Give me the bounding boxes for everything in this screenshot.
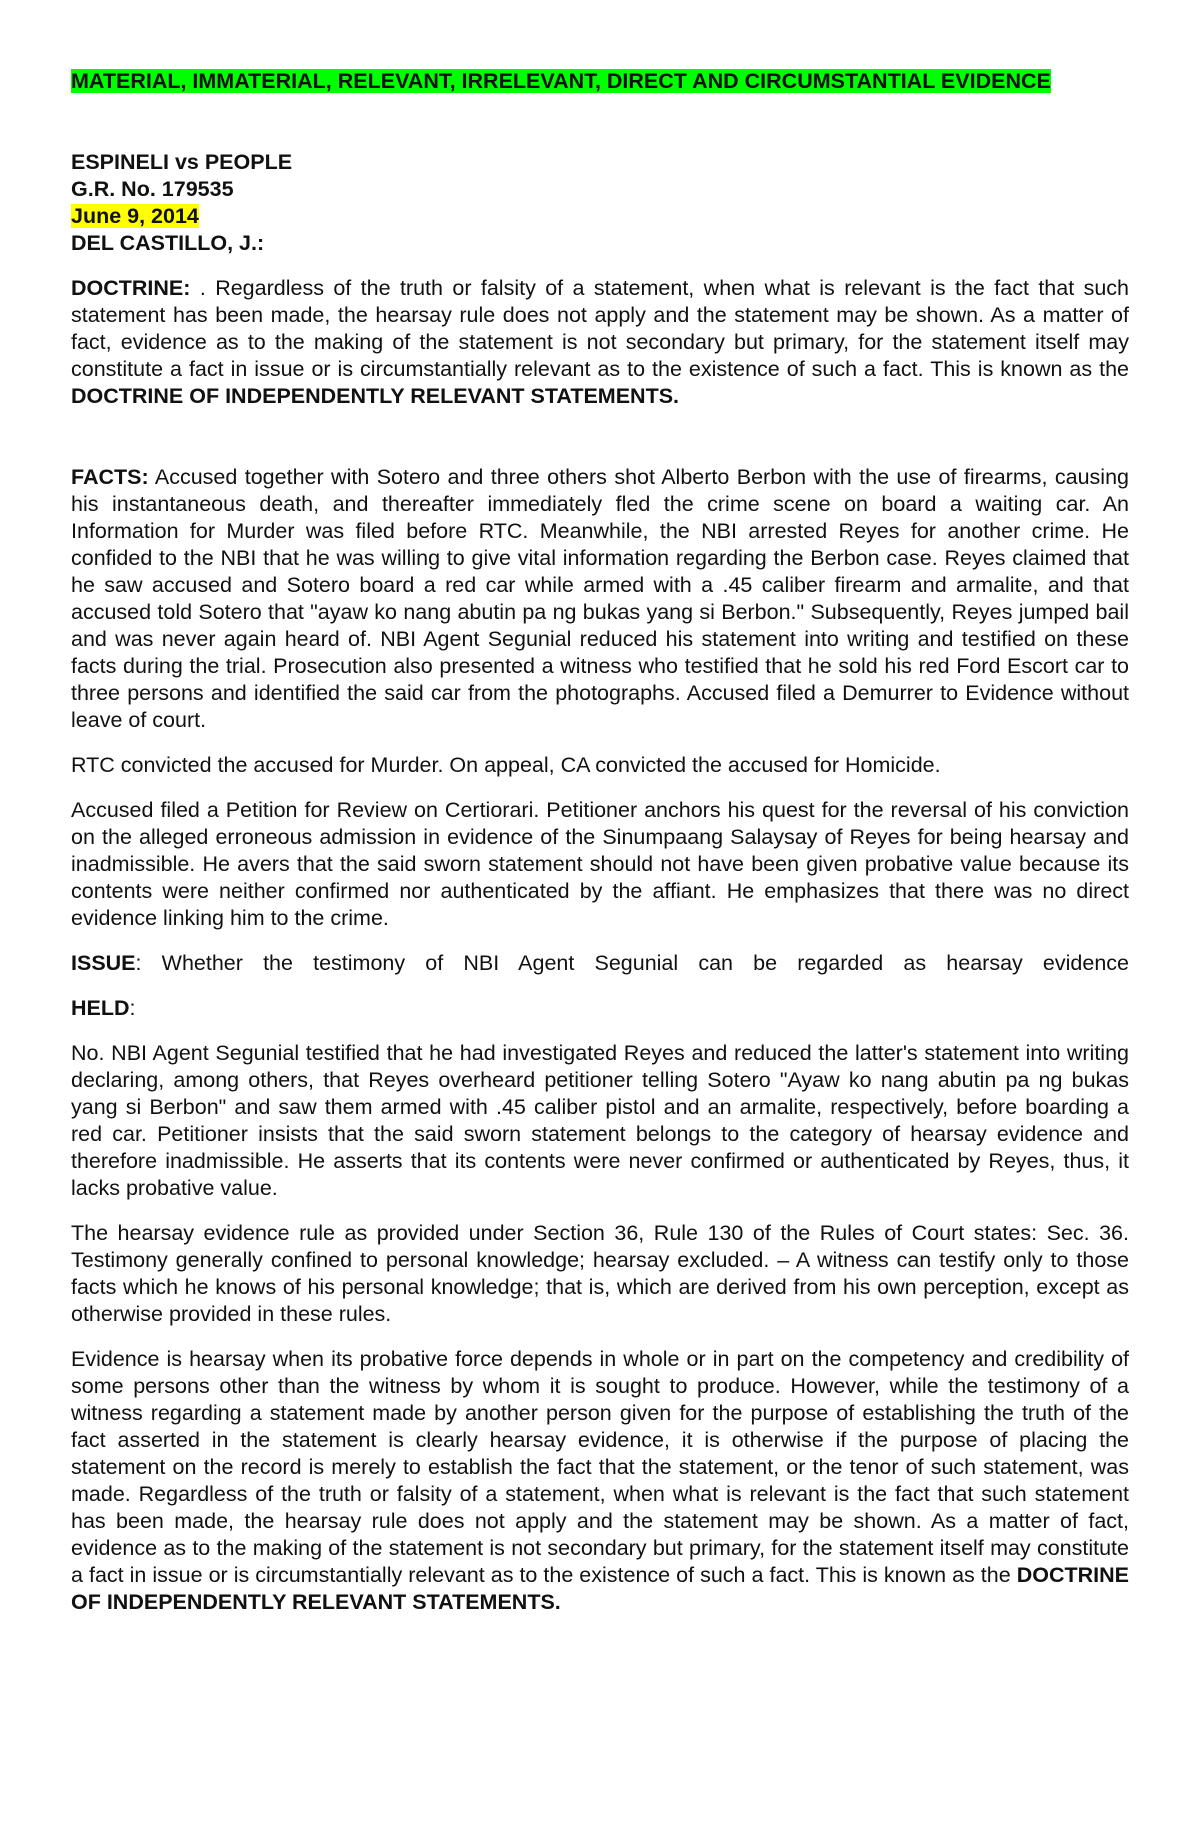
facts-paragraph-1 <box>71 464 1129 734</box>
doctrine-section <box>71 275 1129 410</box>
case-ponente: DEL CASTILLO, J.: <box>71 231 265 255</box>
doctrine-bold-tail: DOCTRINE OF INDEPENDENTLY RELEVANT STATEMENTS. <box>71 384 680 408</box>
document-page <box>71 68 1129 1616</box>
case-caption <box>71 149 1129 257</box>
facts-label: FACTS: <box>71 465 149 489</box>
case-date: June 9, 2014 <box>71 204 199 228</box>
issue-section <box>71 950 1129 977</box>
held-label: HELD <box>71 996 130 1020</box>
held-text-3: Evidence is hearsay when its probative force depends in whole or in part on the competency and credibility of some persons other than the witness by whom it is sought to produce. However, while the testimony of a witness regarding a statement made by another person given for the purpose of establishing the truth of the fact asserted in the statement is clearly hearsay evidence, it is otherwise if the purpose of placing the statement on the record is merely to establish the fact that the statement, or the tenor of such statement, was made. Regardless of the truth or falsity of a statement, when what is relevant is the fact that such statement has been made, the hearsay rule does not apply and the statement may be shown. As a matter of fact, evidence as to the making of the statement is not secondary but primary, for the statement itself may constitute a fact in issue or is circumstantially relevant as to the existence of such a fact. This is known as the <box>71 1347 1129 1587</box>
held-colon: : <box>129 996 136 1020</box>
document-title <box>71 68 1129 95</box>
held-heading <box>71 995 1129 1022</box>
issue-text: : Whether the testimony of NBI Agent Segunial can be regarded as hearsay evidence <box>135 951 1129 975</box>
facts-paragraph-3: Accused filed a Petition for Review on Certiorari. Petitioner anchors his quest for the reversal of his conviction on the alleged erroneous admission in evidence of the Sinumpaang Salaysay of Reyes for being hearsay and inadmissible. He avers that the said sworn statement should not have been given probative value because its contents were neither confirmed nor authenticated by the affiant. He emphasizes that there was no direct evidence linking him to the crime. <box>71 798 1129 930</box>
doctrine-text: . Regardless of the truth or falsity of a statement, when what is relevant is the fact that such statement has been made, the hearsay rule does not apply and the statement may be shown. As a matter of fact, evidence as to the making of the statement is not secondary but primary, for the statement itself may constitute a fact in issue or is circumstantially relevant as to the existence of such a fact. This is known as the <box>71 276 1129 381</box>
doctrine-label: DOCTRINE: <box>71 276 191 300</box>
held-paragraph-3 <box>71 1346 1129 1616</box>
case-gr-number: G.R. No. 179535 <box>71 177 234 201</box>
facts-text-1: Accused together with Sotero and three others shot Alberto Berbon with the use of firearms, causing his instantaneous death, and thereafter immediately fled the crime scene on board a waiting car. An Information for Murder was filed before RTC. Meanwhile, the NBI arrested Reyes for another crime. He confided to the NBI that he was willing to give vital information regarding the Berbon case. Reyes claimed that he saw accused and Sotero board a red car while armed with a .45 caliber firearm and armalite, and that accused told Sotero that "ayaw ko nang abutin pa ng bukas yang si Berbon." Subsequently, Reyes jumped bail and was never again heard of. NBI Agent Segunial reduced his statement into writing and testified on these facts during the trial. Prosecution also presented a witness who testified that he sold his red Ford Escort car to three persons and identified the said car from the photographs. Accused filed a Demurrer to Evidence without leave of court. <box>71 465 1129 732</box>
issue-label: ISSUE <box>71 951 136 975</box>
case-name: ESPINELI vs PEOPLE <box>71 150 293 174</box>
facts-paragraph-2: RTC convicted the accused for Murder. On appeal, CA convicted the accused for Homicide. <box>71 753 941 777</box>
held-paragraph-2: The hearsay evidence rule as provided under Section 36, Rule 130 of the Rules of Court states: Sec. 36. Testimony generally confined to personal knowledge; hearsay excluded. – A witness can testify only to those facts which he knows of his personal knowledge; that is, which are derived from his own perception, except as otherwise provided in these rules. <box>71 1221 1129 1326</box>
held-paragraph-1: No. NBI Agent Segunial testified that he had investigated Reyes and reduced the latter's statement into writing declaring, among others, that Reyes overheard petitioner telling Sotero "Ayaw ko nang abutin pa ng bukas yang si Berbon" and saw them armed with .45 caliber pistol and an armalite, respectively, before boarding a red car. Petitioner insists that the said sworn statement belongs to the category of hearsay evidence and therefore inadmissible. He asserts that its contents were never confirmed or authenticated by Reyes, thus, it lacks probative value. <box>71 1041 1129 1200</box>
title-highlight: MATERIAL, IMMATERIAL, RELEVANT, IRRELEVANT, DIRECT AND CIRCUMSTANTIAL EVIDENCE <box>71 69 1051 93</box>
held-bold-tail: DOCTRINE OF INDEPENDENTLY RELEVANT STATEMENTS. <box>71 1563 1129 1614</box>
